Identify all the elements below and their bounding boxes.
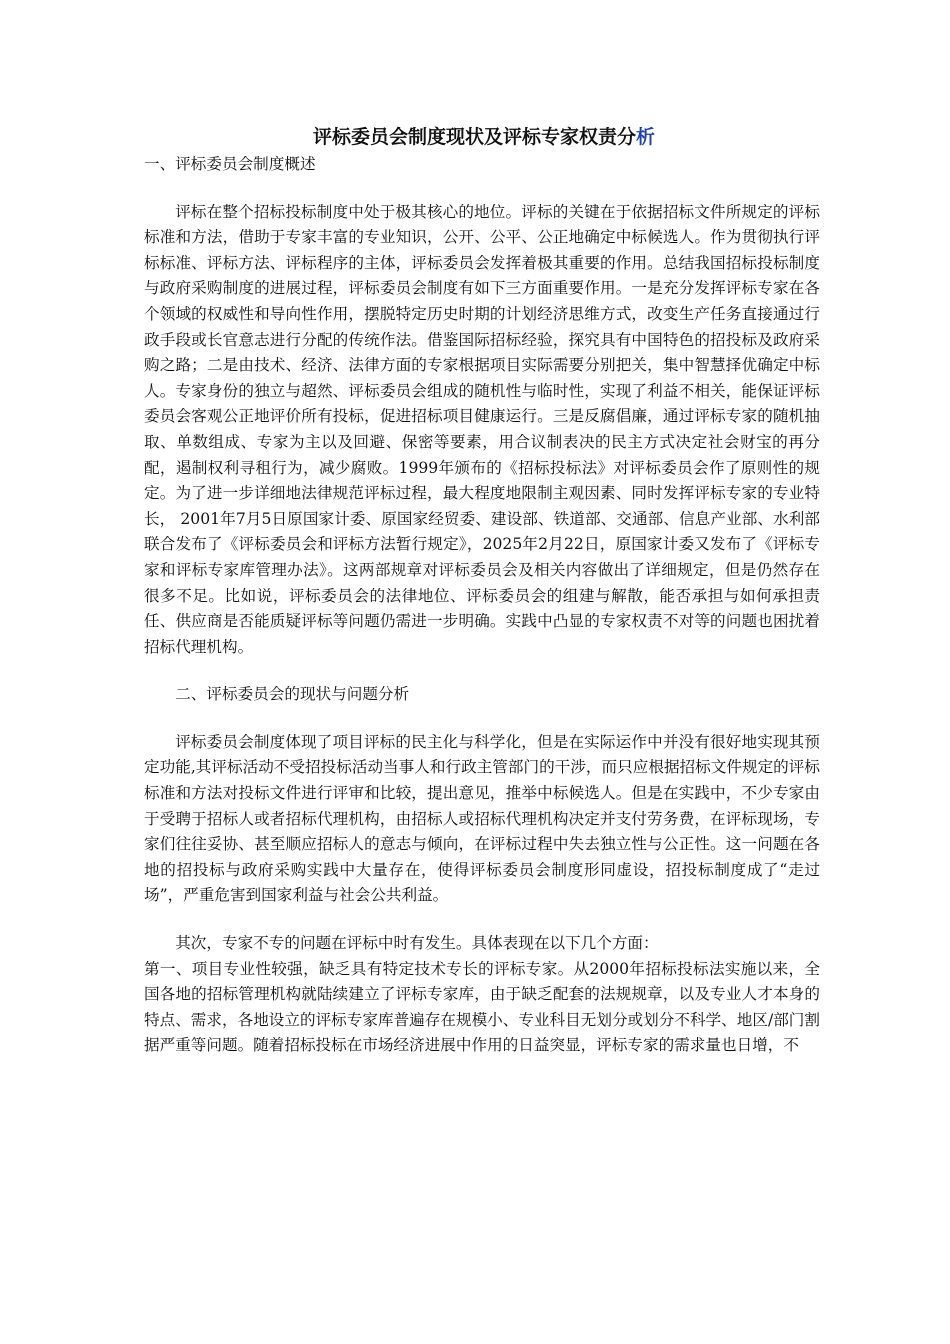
document-page: [144, 122, 820, 1059]
section-1-heading: 一、评标委员会制度概述: [144, 155, 316, 173]
section-2-heading: 二、评标委员会的现状与问题分析: [175, 685, 410, 704]
title-main: 评标委员会制度现状及评标专家权责分: [312, 126, 636, 148]
paragraph-2: 评标委员会制度体现了项目评标的民主化与科学化，但是在实际运作中并没有很好地实现其预定功能,其评标活动不受招投标活动当事人和行政主管部门的干涉，而只应根据招标文件规定的评标标准和方法对投标文件进行评审和比较，提出意见，推举中标候选人。但是在实践中，不少专家由于受聘于招标人或者招标代理机构，由招标人或招标代理机构决定并支付劳务费，在评标现场，专家们往往妥协、甚至顺应招标人的意志与倾向，在评标过程中失去独立性与公正性。这一问题在各地的招投标与政府采购实践中大量存在，使得评标委员会制度形同虚设，招投标制度成了“走过场”，严重危害到国家利益与社会公共利益。: [144, 732, 820, 905]
paragraph-1: 评标在整个招标投标制度中处于极其核心的地位。评标的关键在于依据招标文件所规定的评标标准和方法，借助于专家丰富的专业知识，公开、公平、公正地确定中标候选人。作为贯彻执行评标标准、评标方法、评标程序的主体，评标委员会发挥着极其重要的作用。总结我国招标投标制度与政府采购制度的进展过程，评标委员会制度有如下三方面重要作用。一是充分发挥评标专家在各个领域的权威性和导向性作用，摆脱特定历史时期的计划经济思维方式，改变生产任务直接通过行政手段或长官意志进行分配的传统作法。借鉴国际招标经验，探究具有中国特色的招投标及政府采购之路；二是由技术、经济、法律方面的专家根据项目实际需要分别把关，集中智慧择优确定中标人。专家身份的独立与超然、评标委员会组成的随机性与临时性，实现了利益不相关，能保证评标委员会客观公正地评价所有投标，促进招标项目健康运行。三是反腐倡廉，通过评标专家的随机抽取、单数组成、专家为主以及回避、保密等要素，用合议制表决的民主方式决定社会财宝的再分配，遏制权利寻租行为，减少腐败。1999年颁布的《招标投标法》对评标委员会作了原则性的规定。为了进一步详细地法律规范评标过程，最大程度地限制主观因素、同时发挥评标专家的专业特长， 2001年7月5日原国家计委、原国家经贸委、建设部、铁道部、交通部、信息产业部、水利部联合发布了《评标委员会和评标方法暂行规定》，2025年2月22日，原国家计委又发布了《评标专家和评标专家库管理办法》。这两部规章对评标委员会及相关内容做出了详细规定，但是仍然存在很多不足。比如说，评标委员会的法律地位、评标委员会的组建与解散，能否承担与如何承担责任、供应商是否能质疑评标等问题仍需进一步明确。实践中凸显的专家权责不对等的问题也困扰着招标代理机构。: [144, 202, 820, 656]
paragraph-3: 其次，专家不专的问题在评标中时有发生。具体表现在以下几个方面：: [175, 934, 659, 953]
title-last-char: 析: [636, 126, 656, 148]
document-title: [144, 122, 820, 152]
paragraph-4: 第一、项目专业性较强，缺乏具有特定技术专长的评标专家。从2000年招标投标法实施以来，全国各地的招标管理机构就陆续建立了评标专家库，由于缺乏配套的法规规章，以及专业人才本身的特点、需求，各地设立的评标专家库普遍存在规模小、专业科目无划分或划分不科学、地区/部门割据严重等问题。随着招标投标在市场经济进展中作用的日益突显，评标专家的需求量也日增，不: [144, 959, 820, 1055]
